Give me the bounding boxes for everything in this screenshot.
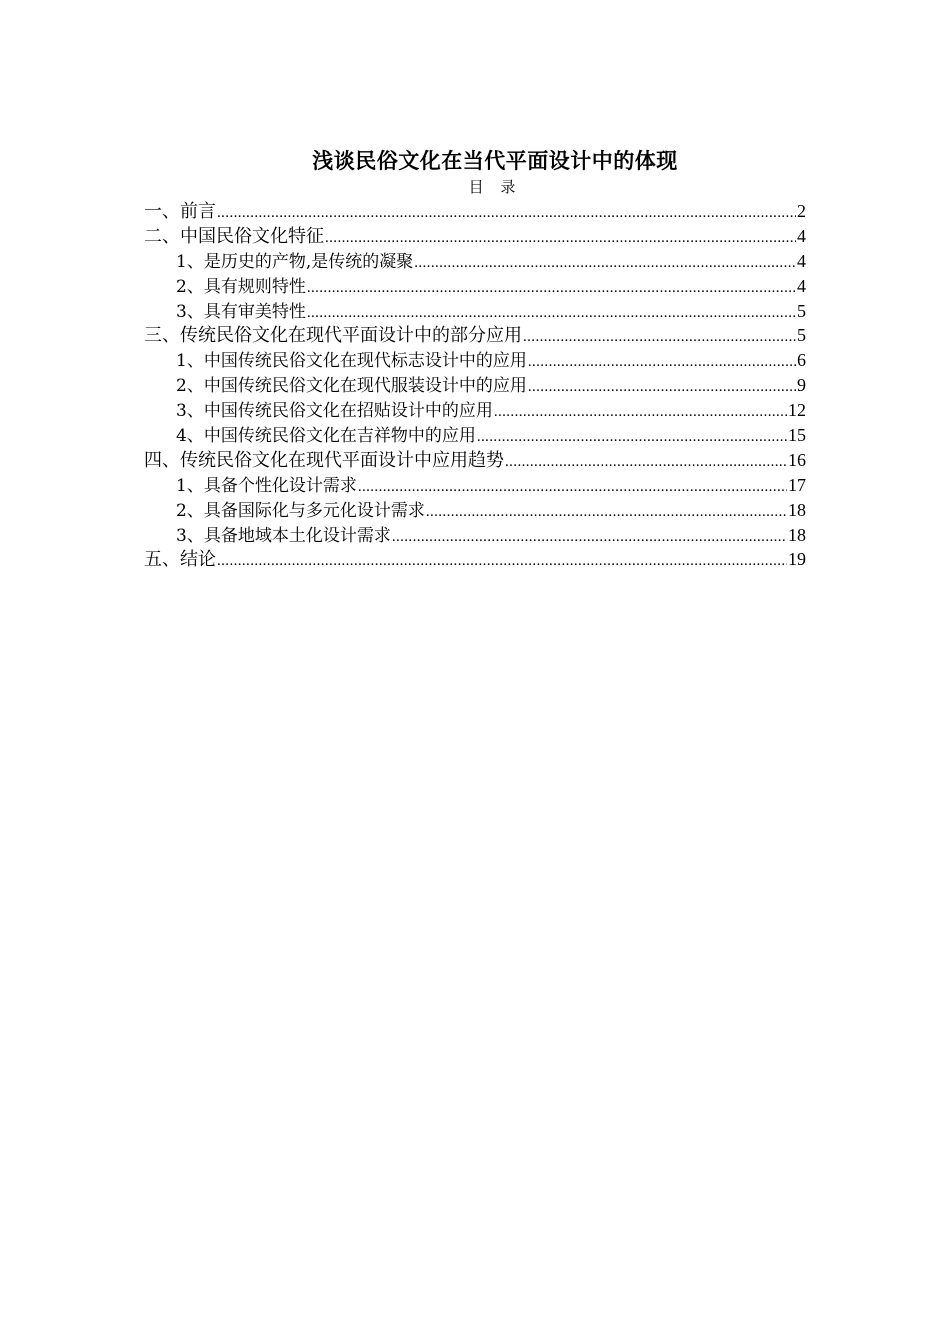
toc-leader-dots: [505, 450, 787, 473]
toc-subentry[interactable]: [144, 523, 806, 548]
toc-entry-page: 18: [788, 524, 806, 545]
toc-entry-text: 3、中国传统民俗文化在招贴设计中的应用: [176, 401, 493, 422]
toc-entry-page: 5: [797, 300, 806, 321]
toc-leader-dots: [392, 525, 787, 548]
table-of-contents: [144, 199, 806, 572]
toc-leader-dots: [325, 226, 796, 249]
toc-entry-page: 4: [797, 225, 806, 246]
toc-entry[interactable]: [144, 448, 806, 473]
toc-subentry[interactable]: [144, 249, 806, 274]
toc-entry-page: 4: [797, 275, 806, 296]
document-title: 浅谈民俗文化在当代平面设计中的体现: [312, 149, 678, 173]
toc-subentry[interactable]: [144, 398, 806, 423]
toc-entry-page: 4: [797, 250, 806, 271]
toc-entry-text: 4、中国传统民俗文化在吉祥物中的应用: [176, 426, 476, 447]
toc-leader-dots: [414, 251, 796, 274]
toc-entry-text: 二、中国民俗文化特征: [144, 225, 324, 247]
toc-entry-page: 19: [788, 549, 806, 570]
toc-entry-page: 15: [788, 425, 806, 446]
toc-subentry[interactable]: [144, 348, 806, 373]
toc-entry-page: 5: [797, 325, 806, 346]
toc-leader-dots: [477, 425, 787, 448]
toc-leader-dots: [307, 301, 796, 324]
toc-leader-dots: [523, 325, 796, 348]
toc-entry-page: 2: [797, 201, 806, 221]
toc-entry-text: 2、具备国际化与多元化设计需求: [176, 500, 425, 521]
toc-entry[interactable]: [144, 323, 806, 348]
toc-entry-text: 3、具备地域本土化设计需求: [176, 525, 391, 546]
toc-subentry[interactable]: [144, 274, 806, 299]
toc-entry-text: 1、中国传统民俗文化在现代标志设计中的应用: [176, 351, 527, 372]
toc-leader-dots: [217, 549, 787, 572]
toc-entry-text: 2、中国传统民俗文化在现代服装设计中的应用: [176, 376, 527, 397]
toc-leader-dots: [358, 475, 787, 498]
toc-leader-dots: [307, 276, 796, 299]
toc-leader-dots: [528, 375, 796, 398]
toc-entry-page: 18: [788, 499, 806, 520]
toc-leader-dots: [494, 400, 787, 423]
toc-subentry[interactable]: [144, 299, 806, 324]
toc-entry[interactable]: [144, 547, 806, 572]
toc-entry-page: 12: [788, 400, 806, 421]
toc-entry-text: 一、前言: [144, 201, 216, 222]
toc-subentry[interactable]: [144, 498, 806, 523]
toc-entry-text: 1、是历史的产物,是传统的凝聚: [176, 251, 414, 272]
toc-entry[interactable]: [144, 199, 806, 224]
toc-leader-dots: [528, 350, 796, 373]
toc-leader-dots: [217, 201, 796, 224]
toc-entry-text: 四、传统民俗文化在现代平面设计中应用趋势: [144, 449, 504, 471]
toc-heading: 目 录: [468, 178, 522, 196]
toc-entry-text: 1、具备个性化设计需求: [176, 475, 357, 496]
toc-subentry[interactable]: [144, 373, 806, 398]
toc-entry-text: 2、具有规则特性: [176, 276, 306, 297]
toc-leader-dots: [426, 500, 787, 523]
toc-entry-page: 16: [788, 449, 806, 470]
toc-entry-text: 五、结论: [144, 549, 216, 571]
toc-subentry[interactable]: [144, 423, 806, 448]
toc-subentry[interactable]: [144, 473, 806, 498]
toc-entry-page: 9: [797, 375, 806, 396]
toc-entry-page: 17: [788, 474, 806, 495]
toc-entry[interactable]: [144, 224, 806, 249]
toc-entry-page: 6: [797, 350, 806, 371]
toc-entry-text: 三、传统民俗文化在现代平面设计中的部分应用: [144, 325, 522, 347]
toc-entry-text: 3、具有审美特性: [176, 301, 306, 322]
